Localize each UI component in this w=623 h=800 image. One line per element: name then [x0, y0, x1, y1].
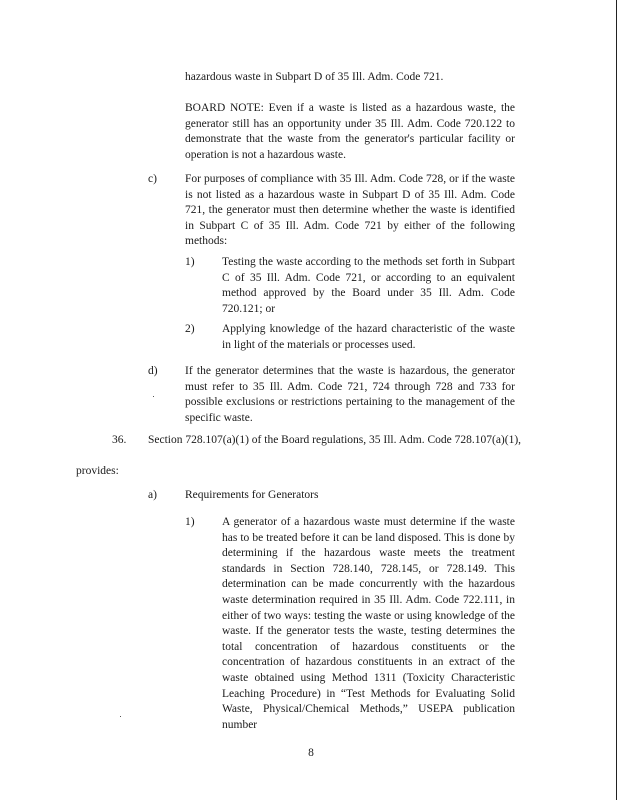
continuation-text: hazardous waste in Subpart D of 35 Ill. Adm. Code 721.: [185, 71, 444, 83]
page-number: 8: [308, 747, 314, 759]
page-edge: [616, 0, 617, 800]
item-c-2-label: 2): [185, 323, 195, 335]
paragraph-36-number: 36.: [112, 434, 127, 446]
item-c-2-text: Applying knowledge of the hazard characteristic of the waste in light of the materials or processes used.: [222, 323, 515, 351]
paragraph-36-text: Section 728.107(a)(1) of the Board regulations, 35 Ill. Adm. Code 728.107(a)(1),: [148, 434, 522, 446]
scan-speck: [153, 396, 154, 397]
item-a-1-label: 1): [185, 516, 195, 528]
board-note: BOARD NOTE: Even if a waste is listed as a hazardous waste, the generator still has an opportunity under 35 Ill. Adm. Code 720.122 to demonstrate that the waste from the generator's particular facility or operation is not a hazardous waste.: [185, 102, 515, 161]
paragraph-36-continuation: provides:: [76, 465, 119, 477]
item-a-1-text: A generator of a hazardous waste must determine if the waste has to be treated before it can be land disposed. This is done by determining if the hazardous waste meets the treatment standards in Section 728.140, 728.145, or 728.149. This determination can be made concurrently with the hazardous waste determination required in 35 Ill. Adm. Code 722.111, in either of two ways: testing the waste or using knowledge of the waste. If the generator tests the waste, testing determines the total concentration of hazardous constituents or the concentration of hazardous constituents in an extract of the waste obtained using Method 1311 (Toxicity Characteristic Leaching Procedure) in “Test Methods for Evaluating Solid Waste, Physical/Chemical Methods,” USEPA publication number: [222, 516, 515, 731]
item-c-label: c): [148, 173, 157, 185]
item-a-heading: Requirements for Generators: [185, 489, 319, 501]
item-c-text: For purposes of compliance with 35 Ill. Adm. Code 728, or if the waste is not listed as a hazardous waste in Subpart D of 35 Ill. Adm. Code 721, the generator must then determine whether the waste is identified in Subpart C of 35 Ill. Adm. Code 721 by either of the following methods:: [185, 173, 515, 248]
item-c-1-text: Testing the waste according to the methods set forth in Subpart C of 35 Ill. Adm. Code 721, or according to an equivalent method approved by the Board under 35 Ill. Adm. Code 720.121; or: [222, 256, 515, 315]
scan-speck: [120, 716, 121, 717]
item-a-label: a): [148, 489, 157, 501]
item-d-text: If the generator determines that the waste is hazardous, the generator must refer to 35 Ill. Adm. Code 721, 724 through 728 and 733 for possible exclusions or restrictions pertaining to the management of the specific waste.: [185, 365, 515, 424]
item-c-1-label: 1): [185, 256, 195, 268]
item-d-label: d): [148, 365, 158, 377]
